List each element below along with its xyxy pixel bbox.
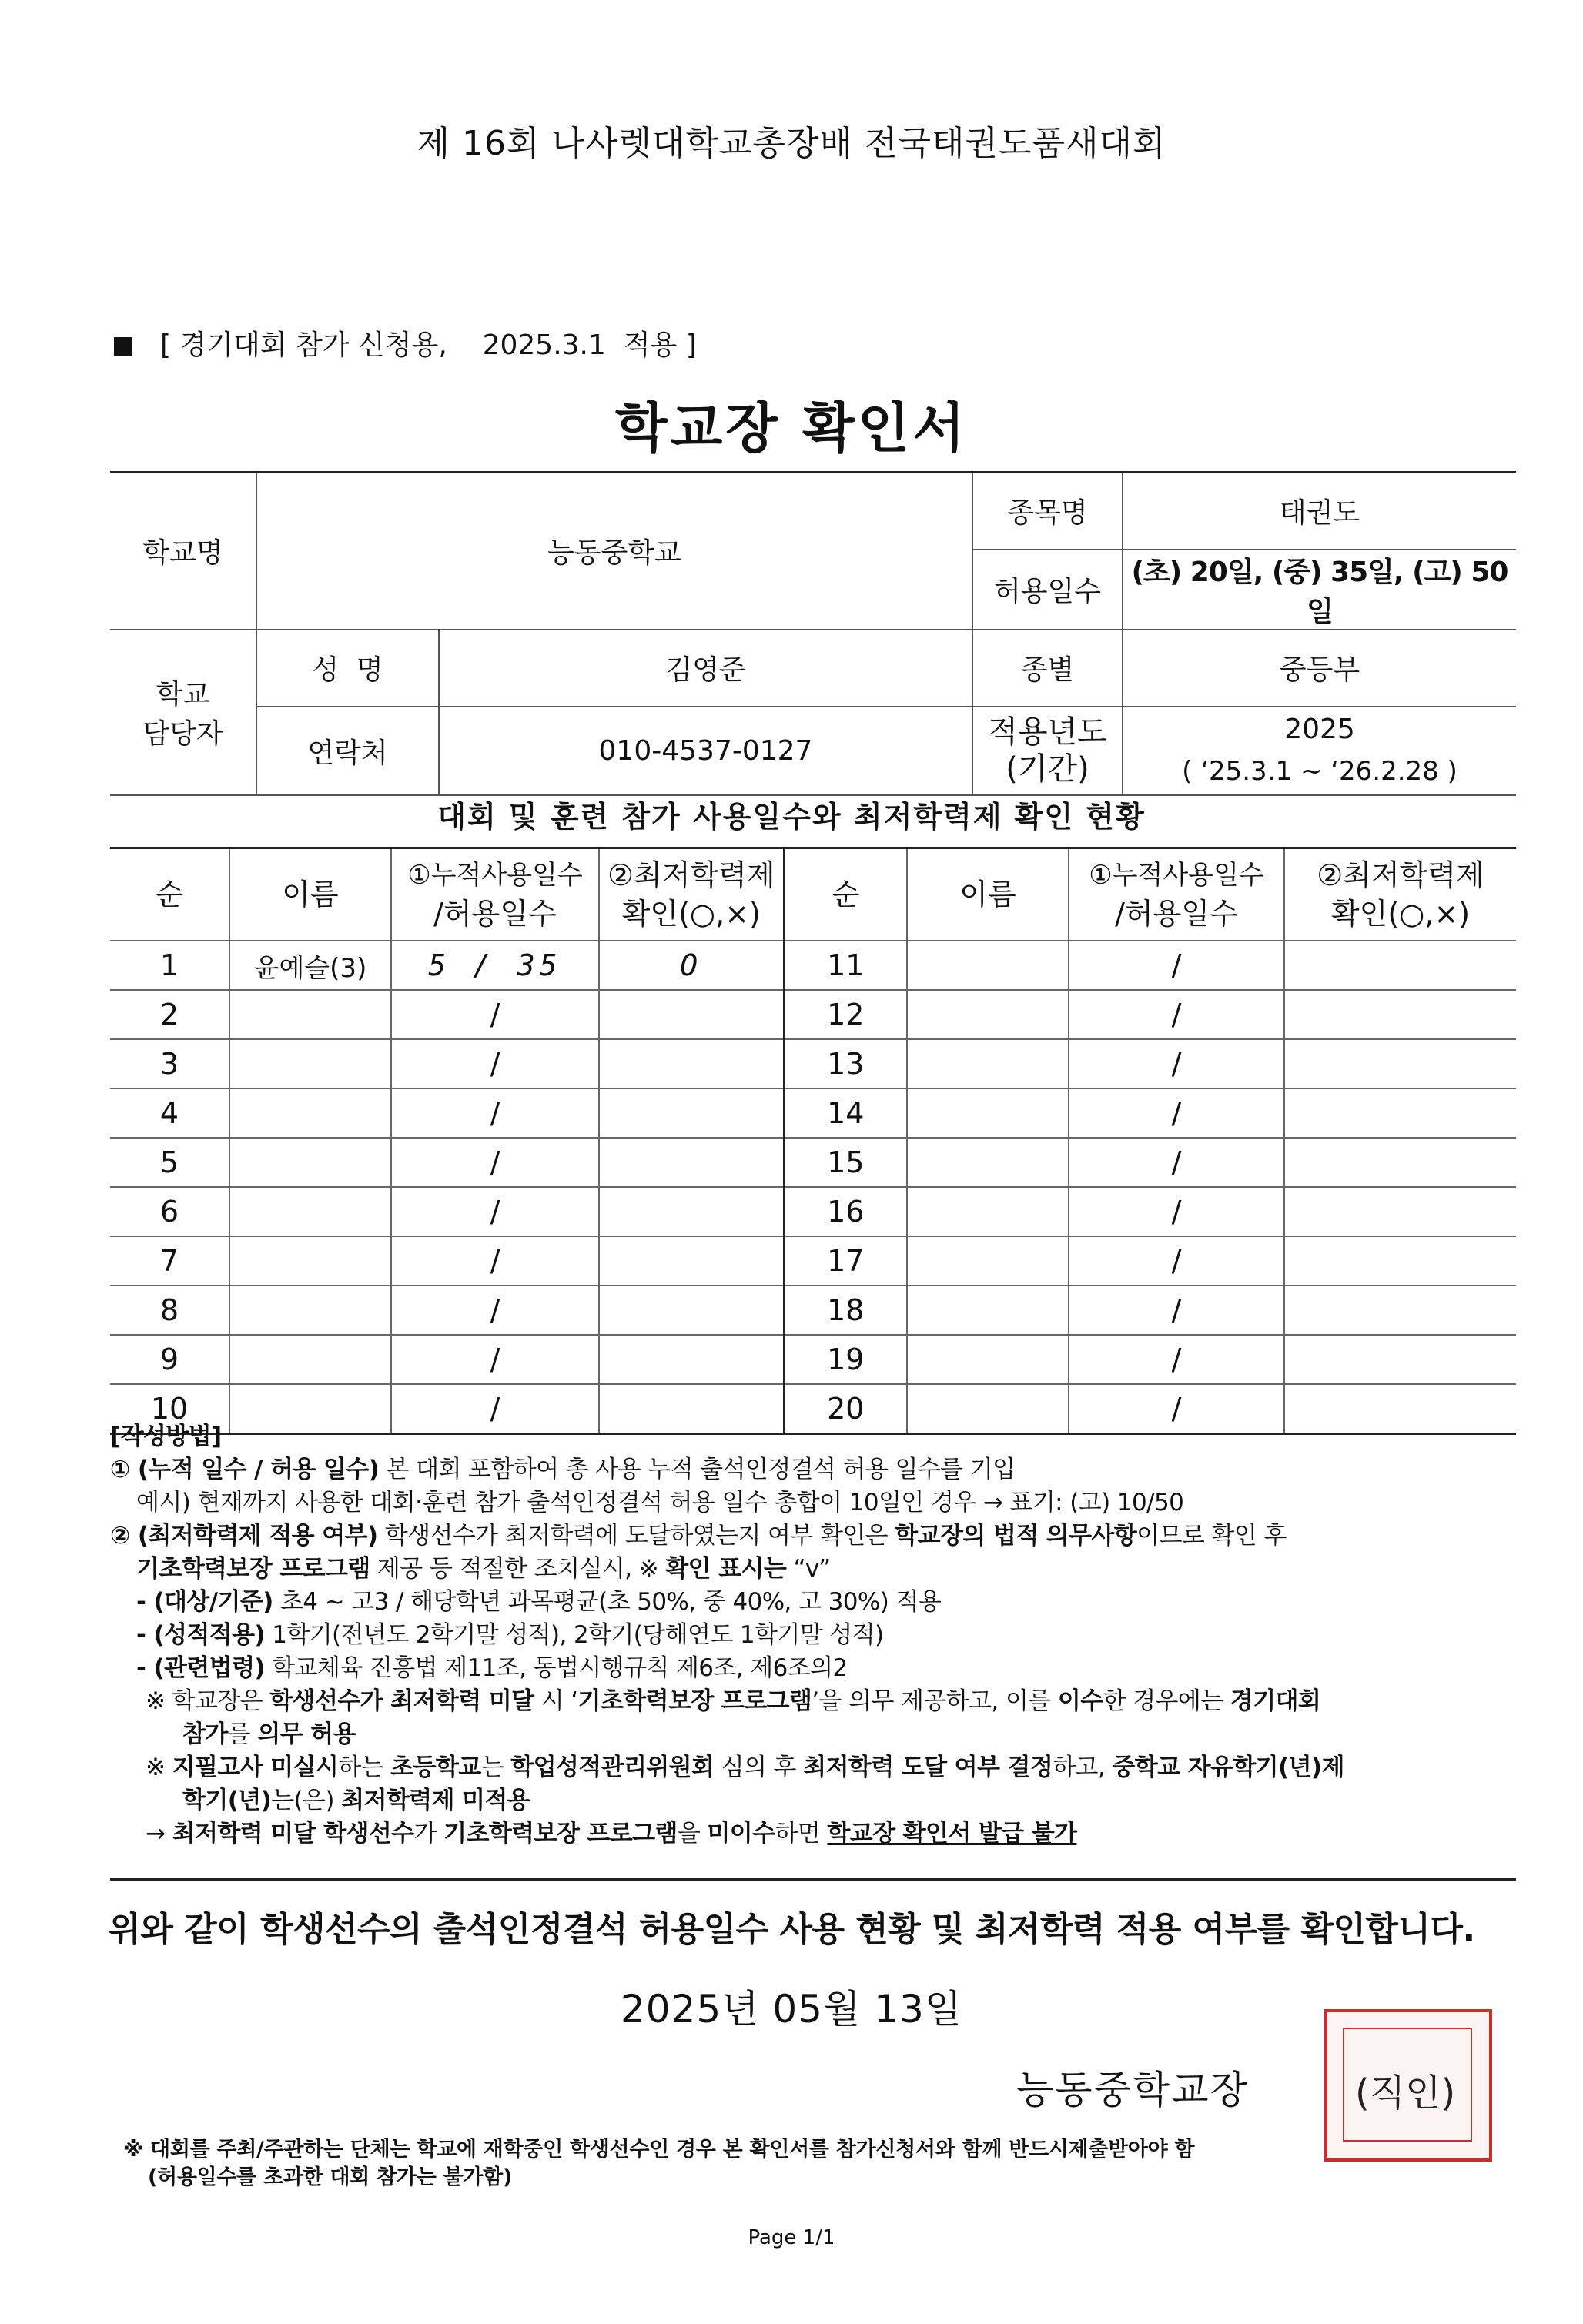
col-days-right: [1069, 848, 1284, 941]
detail-law: [110, 1652, 1516, 1685]
note-emphasis: 학기(년): [182, 1787, 272, 1814]
division-label: 종별: [972, 630, 1123, 707]
square-bullet-icon: [114, 337, 132, 356]
table-row: [110, 1187, 1516, 1236]
row-no: 19: [784, 1335, 907, 1384]
row-no: 3: [110, 1039, 229, 1088]
note-emphasis: 이수: [1057, 1687, 1103, 1715]
col-days-left: [391, 848, 599, 941]
row-no: 14: [784, 1088, 907, 1138]
instruction-1-text: 본 대회 포함하여 총 사용 누적 출석인정결석 허용 일수를 기입: [379, 1456, 1016, 1483]
name-value: 김영준: [439, 630, 972, 707]
note-text: 하면: [775, 1820, 828, 1847]
note-text: 를: [227, 1720, 258, 1748]
info-table: [110, 471, 1516, 796]
row-days: /: [391, 1088, 599, 1138]
row-check: [599, 1286, 784, 1335]
row-name: [907, 1236, 1069, 1286]
col-check-right-line2: 확인(○,×): [1330, 897, 1471, 931]
year-label-line1: 적용년도: [988, 714, 1107, 750]
row-days: 5 / 35: [391, 941, 599, 990]
note-3: [110, 1817, 1516, 1851]
name-label: 성 명: [256, 630, 439, 707]
note-text: 가: [413, 1820, 444, 1847]
note-text: 심의 후: [714, 1754, 804, 1781]
row-days: /: [391, 1286, 599, 1335]
row-no: 13: [784, 1039, 907, 1088]
note-emphasis: 기초학력보장 프로그램: [443, 1820, 678, 1847]
note-text: 하는: [338, 1754, 391, 1781]
row-no: 10: [110, 1384, 229, 1434]
row-name: [907, 1088, 1069, 1138]
note-emphasis: 미이수: [707, 1820, 775, 1847]
row-name: [907, 1138, 1069, 1187]
instruction-1: [110, 1453, 1516, 1486]
note-2: [110, 1751, 1516, 1784]
row-check: [599, 990, 784, 1039]
note-emphasis: 최저학력 도달 여부 결정: [803, 1754, 1053, 1781]
row-check: [599, 1138, 784, 1187]
allowed-days-value: (초) 20일, (중) 35일, (고) 50일: [1123, 550, 1516, 630]
note-1: [110, 1685, 1516, 1718]
school-label: 학교명: [110, 473, 256, 630]
table-row: [110, 1088, 1516, 1138]
row-days: /: [1069, 1187, 1284, 1236]
col-check-right: [1284, 848, 1516, 941]
instruction-2: [110, 1520, 1516, 1553]
row-days: /: [1069, 1088, 1284, 1138]
allowed-days-label: 허용일수: [972, 550, 1123, 630]
note-text: 하고,: [1053, 1754, 1113, 1781]
note-emphasis: 학교장 확인서 발급 불가: [827, 1820, 1077, 1847]
table-row: [110, 941, 1516, 990]
row-name: [229, 1088, 391, 1138]
event-label: 종목명: [972, 473, 1123, 550]
row-no: 15: [784, 1138, 907, 1187]
period-value: ( ‘25.3.1 ~ ‘26.2.28 ): [1182, 756, 1457, 787]
row-name: [229, 1335, 391, 1384]
note-emphasis: 학생선수가 최저학력 미달: [269, 1687, 534, 1715]
row-no: 4: [110, 1088, 229, 1138]
row-days: /: [391, 1236, 599, 1286]
row-days: /: [391, 1138, 599, 1187]
row-name: [229, 1236, 391, 1286]
attendance-heading: 대회 및 훈련 참가 사용일수와 최저학력제 확인 현황: [437, 800, 1146, 834]
instruction-2-line2: [110, 1553, 1516, 1586]
table-row: [110, 1286, 1516, 1335]
row-days: /: [1069, 1039, 1284, 1088]
row-days: /: [391, 1335, 599, 1384]
row-no: 16: [784, 1187, 907, 1236]
row-check: [1284, 1187, 1516, 1236]
table-row: [110, 1335, 1516, 1384]
contact-label: 연락처: [256, 707, 439, 795]
form-note-text: [ 경기대회 참가 신청용, 2025.3.1 적용 ]: [160, 329, 697, 361]
row-days: /: [1069, 1335, 1284, 1384]
principal-title: 능동중학교장: [1016, 2068, 1249, 2112]
note-text: ’을 의무 제공하고, 이를: [812, 1687, 1058, 1715]
row-no: 7: [110, 1236, 229, 1286]
row-no: 20: [784, 1384, 907, 1434]
row-name: [907, 1335, 1069, 1384]
note-text: ※ 학교장은: [146, 1687, 270, 1715]
row-days: /: [1069, 990, 1284, 1039]
instruction-1-example: 예시) 현재까지 사용한 대회·훈련 참가 출석인정결석 허용 일수 총합이 10일인 경우 → 표기: (고) 10/50: [136, 1489, 1184, 1516]
manager-label-line2: 담당자: [142, 718, 223, 750]
instruction-2-text-end: 이므로 확인 후: [1136, 1522, 1287, 1550]
row-no: 1: [110, 941, 229, 990]
row-check: [1284, 1088, 1516, 1138]
col-days-right-line1: ①누적사용일수: [1089, 860, 1264, 891]
row-no: 17: [784, 1236, 907, 1286]
note-text: 는: [480, 1754, 511, 1781]
note-emphasis: 기초학력보장 프로그램: [577, 1687, 812, 1715]
instructions-title: [작성방법]: [110, 1423, 222, 1450]
col-days-right-line2: /허용일수: [1115, 897, 1238, 931]
attendance-table: [110, 847, 1516, 1435]
year-label-line2: (기간): [1006, 751, 1089, 787]
row-check: [1284, 1236, 1516, 1286]
event-value: 태권도: [1123, 473, 1516, 550]
row-name: [907, 990, 1069, 1039]
row-check: O: [599, 941, 784, 990]
note-emphasis: 지필고사 미실시: [172, 1754, 339, 1781]
confirmation-statement: 위와 같이 학생선수의 출석인정결석 허용일수 사용 현황 및 최저학력 적용 여부를 확인합니다.: [108, 1910, 1475, 1949]
instruction-2-program: 기초학력보장 프로그램: [136, 1555, 370, 1583]
detail-grades-text: 1학기(전년도 2학기말 성적), 2학기(당해연도 1학기말 성적): [264, 1621, 884, 1649]
note-text: 한 경우에는: [1103, 1687, 1230, 1715]
row-name: [907, 1039, 1069, 1088]
row-days: /: [1069, 1138, 1284, 1187]
row-check: [599, 1187, 784, 1236]
division-value: 중등부: [1123, 630, 1516, 707]
col-name-right: 이름: [907, 848, 1069, 941]
col-check-left-line1: ②최저학력제: [607, 858, 775, 892]
instruction-2-text: 학생선수가 최저학력에 도달하였는지 여부 확인은: [377, 1522, 895, 1550]
row-no: 6: [110, 1187, 229, 1236]
contact-value: 010-4537-0127: [439, 707, 972, 795]
instructions: [110, 1420, 1516, 1851]
col-check-right-line1: ②최저학력제: [1317, 858, 1484, 892]
row-no: 12: [784, 990, 907, 1039]
table-row: [110, 1236, 1516, 1286]
col-check-left: [599, 848, 784, 941]
note-emphasis: 경기대회: [1230, 1687, 1321, 1715]
row-no: 5: [110, 1138, 229, 1187]
row-check: [599, 1088, 784, 1138]
row-days: /: [391, 990, 599, 1039]
row-check: [599, 1236, 784, 1286]
note-emphasis: 최저학력제 미적용: [341, 1787, 530, 1814]
manager-label: [110, 630, 256, 795]
note-1-line2: [110, 1718, 1516, 1751]
note-emphasis: 의무 허용: [257, 1720, 356, 1748]
instruction-2-label: ② (최저학력제 적용 여부): [110, 1522, 378, 1550]
col-name-left: 이름: [229, 848, 391, 941]
row-name: [229, 1039, 391, 1088]
row-name: [229, 1138, 391, 1187]
row-days: /: [1069, 1236, 1284, 1286]
row-days: /: [1069, 1384, 1284, 1434]
event-title: 제 16회 나사렛대학교총장배 전국태권도품새대회: [417, 124, 1166, 163]
row-no: 18: [784, 1286, 907, 1335]
table-row: [110, 1138, 1516, 1187]
year-label: [972, 707, 1123, 795]
row-name: [907, 1286, 1069, 1335]
row-no: 9: [110, 1335, 229, 1384]
row-check: [1284, 1138, 1516, 1187]
instruction-1-label: ① (누적 일수 / 허용 일수): [110, 1456, 380, 1483]
document-title: 학교장 확인서: [614, 396, 969, 460]
row-days: /: [1069, 1286, 1284, 1335]
row-check: [1284, 1286, 1516, 1335]
col-no-right: 순: [784, 848, 907, 941]
seal-label: (직인): [1355, 2072, 1456, 2115]
row-days: /: [1069, 941, 1284, 990]
instruction-2-mark: “v”: [786, 1555, 831, 1583]
note-text: 는(은): [271, 1787, 342, 1814]
school-value: 능동중학교: [256, 473, 972, 630]
instruction-2-action: 제공 등 적절한 조치실시, ※: [370, 1555, 666, 1583]
detail-law-text: 학교체육 진흥법 제11조, 동법시행규칙 제6조, 제6조의2: [264, 1654, 848, 1682]
issue-date: 2025년 05월 13일: [620, 1987, 963, 2031]
manager-label-line1: 학교: [156, 679, 210, 711]
row-name: [229, 1286, 391, 1335]
row-name: [907, 1187, 1069, 1236]
note-text: 시 ‘: [534, 1687, 578, 1715]
row-days: /: [391, 1039, 599, 1088]
detail-target-text: 초4 ~ 고3 / 해당학년 과목평균(초 50%, 중 40%, 고 30%) 적용: [273, 1588, 942, 1616]
row-check: [599, 1039, 784, 1088]
footnote-line1: ※ 대회를 주최/주관하는 단체는 학교에 재학중인 학생선수인 경우 본 확인서를 참가신청서와 함께 반드시제출받아야 함: [123, 2138, 1195, 2162]
table-row: [110, 1039, 1516, 1088]
col-days-left-line2: /허용일수: [433, 897, 557, 931]
note-text: →: [146, 1820, 172, 1847]
row-name: [229, 990, 391, 1039]
divider: [110, 1878, 1516, 1881]
detail-target-label: - (대상/기준): [136, 1588, 273, 1616]
note-emphasis: 초등학교: [390, 1754, 481, 1781]
instruction-2-mark-label: 확인 표시는: [665, 1555, 787, 1583]
note-emphasis: 참가: [182, 1720, 228, 1748]
row-days: /: [391, 1384, 599, 1434]
form-note: [114, 323, 697, 363]
col-check-left-line2: 확인(○,×): [621, 897, 761, 931]
footnote-line2: (허용일수를 초과한 대회 참가는 불가함): [148, 2165, 512, 2189]
detail-target: [110, 1586, 1516, 1619]
row-days: /: [391, 1187, 599, 1236]
row-check: [1284, 941, 1516, 990]
year-value: [1123, 707, 1516, 795]
note-2-line2: [110, 1784, 1516, 1817]
col-days-left-line1: ①누적사용일수: [407, 860, 583, 891]
detail-law-label: - (관련법령): [136, 1654, 265, 1682]
row-check: [1284, 990, 1516, 1039]
note-text: ※: [146, 1754, 172, 1781]
note-text: 을: [677, 1820, 708, 1847]
row-no: 2: [110, 990, 229, 1039]
row-name: [229, 1187, 391, 1236]
note-emphasis: 학업성적관리위원회: [510, 1754, 715, 1781]
row-no: 8: [110, 1286, 229, 1335]
detail-grades: [110, 1619, 1516, 1652]
year-value-number: 2025: [1284, 714, 1355, 745]
note-emphasis: 중학교 자유학기(년)제: [1112, 1754, 1344, 1781]
row-check: [599, 1335, 784, 1384]
col-no-left: 순: [110, 848, 229, 941]
row-no: 11: [784, 941, 907, 990]
row-check: [1284, 1039, 1516, 1088]
row-name: [907, 941, 1069, 990]
table-row: [110, 990, 1516, 1039]
note-emphasis: 최저학력 미달 학생선수: [172, 1820, 414, 1847]
detail-grades-label: - (성적적용): [136, 1621, 265, 1649]
row-name: 윤예슬(3): [229, 941, 391, 990]
page-number: Page 1/1: [748, 2226, 835, 2249]
row-check: [1284, 1335, 1516, 1384]
instruction-2-emphasis: 학교장의 법적 의무사항: [895, 1522, 1137, 1550]
footnote: [123, 2136, 1194, 2192]
